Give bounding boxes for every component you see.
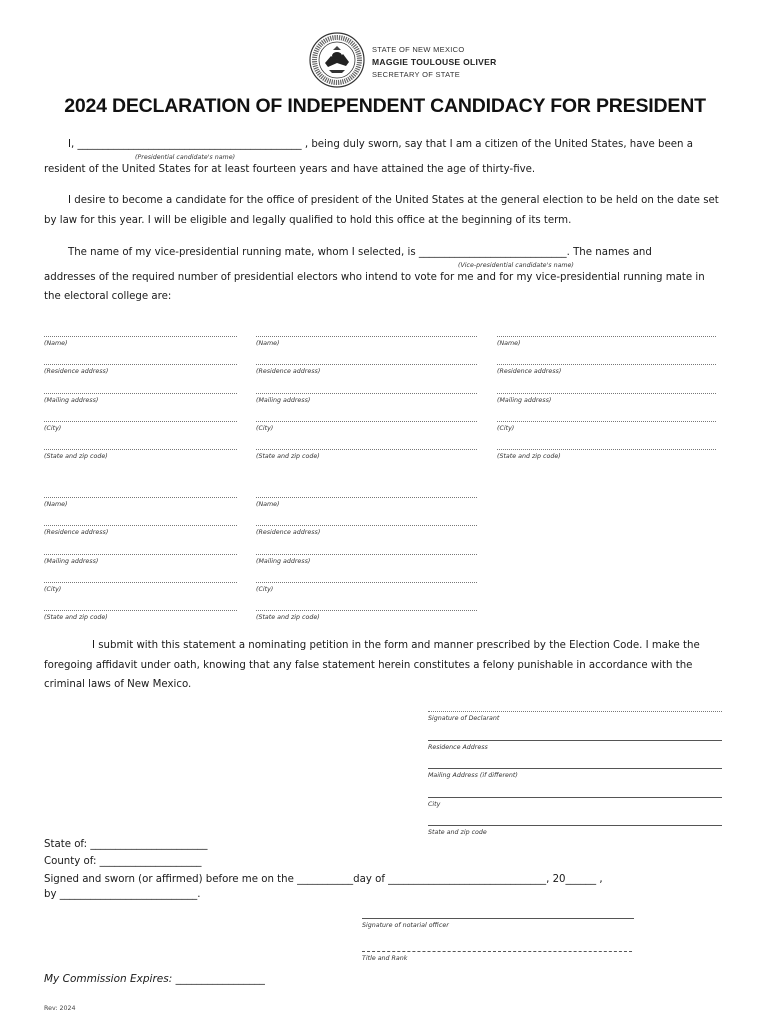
- elector-group2-col2-field-2[interactable]: [256, 525, 477, 526]
- declarant-field-1[interactable]: [428, 711, 722, 712]
- elector-group1-col1-field-1[interactable]: [44, 336, 237, 337]
- elector-group2-col1-label-5: (State and zip code): [44, 614, 108, 621]
- elector-group1-col3-field-5[interactable]: [497, 449, 716, 450]
- elector-group2-col2-label-2: (Residence address): [256, 529, 321, 536]
- elector-group2-col2-field-4[interactable]: [256, 582, 477, 583]
- header-official-name: MAGGIE TOULOUSE OLIVER: [372, 57, 497, 67]
- elector-group2-col2-label-1: (Name): [256, 501, 280, 508]
- declarant-field-2[interactable]: [428, 740, 722, 741]
- declarant-label-2: Residence Address: [428, 744, 488, 751]
- elector-group1-col2-field-5[interactable]: [256, 449, 477, 450]
- elector-group1-col2-field-2[interactable]: [256, 364, 477, 365]
- elector-group1-col3-label-2: (Residence address): [497, 368, 562, 375]
- elector-group1-col3-field-4[interactable]: [497, 421, 716, 422]
- elector-group2-col1-field-3[interactable]: [44, 554, 237, 555]
- para2-line1: I desire to become a candidate for the office of president of the United States at the general election to be held on the date set: [68, 195, 719, 206]
- elector-group2-col1-field-5[interactable]: [44, 610, 237, 611]
- elector-group1-col2-label-4: (City): [256, 425, 274, 432]
- para4-line3: criminal laws of New Mexico.: [44, 679, 192, 690]
- form-title: 2024 DECLARATION OF INDEPENDENT CANDIDACY FOR PRESIDENT: [64, 95, 706, 117]
- notary-county: County of: ____________________: [44, 856, 202, 867]
- elector-group2-col1-field-1[interactable]: [44, 497, 237, 498]
- state-seal-logo: [309, 32, 365, 88]
- elector-group2-col2-field-5[interactable]: [256, 610, 477, 611]
- presidential-candidate-caption: (Presidential candidate's name): [135, 154, 236, 161]
- elector-group1-col1-field-2[interactable]: [44, 364, 237, 365]
- elector-group1-col1-label-2: (Residence address): [44, 368, 109, 375]
- elector-group1-col2-field-4[interactable]: [256, 421, 477, 422]
- declarant-label-5: State and zip code: [428, 829, 487, 836]
- elector-group1-col2-label-5: (State and zip code): [256, 453, 320, 460]
- vice-presidential-candidate-name-field[interactable]: [414, 245, 630, 259]
- para4-line1: I submit with this statement a nominating petition in the form and manner prescribed by the Election Code. I make the: [92, 640, 700, 651]
- elector-group2-col2-label-5: (State and zip code): [256, 614, 320, 621]
- elector-group2-col1-label-4: (City): [44, 586, 62, 593]
- declarant-field-4[interactable]: [428, 797, 722, 798]
- elector-group1-col2-label-2: (Residence address): [256, 368, 321, 375]
- elector-group1-col1-field-5[interactable]: [44, 449, 237, 450]
- elector-group1-col1-field-4[interactable]: [44, 421, 237, 422]
- elector-group2-col1-field-2[interactable]: [44, 525, 237, 526]
- elector-group1-col1-label-4: (City): [44, 425, 62, 432]
- declarant-label-1: Signature of Declarant: [428, 715, 500, 722]
- declarant-field-3[interactable]: [428, 768, 722, 769]
- para2-line2: by law for this year. I will be eligible and legally qualified to hold this office at the beginning of its term.: [44, 215, 572, 226]
- elector-group1-col2-label-1: (Name): [256, 340, 280, 347]
- vice-presidential-caption: (Vice-presidential candidate's name): [458, 262, 574, 269]
- declarant-field-5[interactable]: [428, 825, 722, 826]
- elector-group1-col3-field-3[interactable]: [497, 393, 716, 394]
- elector-group2-col2-label-3: (Mailing address): [256, 558, 311, 565]
- elector-group1-col3-field-2[interactable]: [497, 364, 716, 365]
- presidential-candidate-name-field[interactable]: [78, 137, 334, 151]
- commission-expires: My Commission Expires: _________________: [44, 973, 265, 985]
- para3-line2: addresses of the required number of presidential electors who intend to vote for me and for my vice-presidential running mate in: [44, 272, 705, 283]
- elector-group1-col2-field-1[interactable]: [256, 336, 477, 337]
- revision-footer: Rev: 2024: [44, 1005, 76, 1012]
- sworn-month-field[interactable]: [368, 872, 544, 886]
- para3-line1: The name of my vice-presidential running mate, whom I selected, is _____________________________. The names and: [68, 247, 652, 258]
- sworn-by-field[interactable]: [60, 887, 200, 901]
- elector-group1-col3-label-1: (Name): [497, 340, 521, 347]
- commission-expires-field[interactable]: [158, 971, 256, 985]
- para1-line1: I, ____________________________________________ , being duly sworn, say that I am a citizen of the United States, have been a: [68, 139, 693, 150]
- elector-group1-col2-field-3[interactable]: [256, 393, 477, 394]
- notary-state-field[interactable]: [88, 837, 210, 851]
- elector-group2-col2-field-3[interactable]: [256, 554, 477, 555]
- elector-group1-col3-label-4: (City): [497, 425, 515, 432]
- declarant-label-4: City: [428, 801, 441, 808]
- para4-line2: foregoing affidavit under oath, knowing that any false statement herein constitutes a felony punishable in accordance with the: [44, 660, 693, 671]
- elector-group1-col1-label-3: (Mailing address): [44, 397, 99, 404]
- elector-group2-col1-label-1: (Name): [44, 501, 68, 508]
- title-rank-line[interactable]: [362, 951, 632, 952]
- notarial-signature-line[interactable]: [362, 918, 634, 919]
- elector-group1-col3-label-5: (State and zip code): [497, 453, 561, 460]
- elector-group2-col1-label-3: (Mailing address): [44, 558, 99, 565]
- elector-group2-col2-field-1[interactable]: [256, 497, 477, 498]
- para1-line2: resident of the United States for at least fourteen years and have attained the age of thirty-five.: [44, 164, 536, 175]
- sworn-year-field[interactable]: [562, 872, 598, 886]
- notarial-signature-caption: Signature of notarial officer: [362, 922, 449, 929]
- notary-state: State of: _______________________: [44, 839, 208, 850]
- elector-group1-col1-label-5: (State and zip code): [44, 453, 108, 460]
- title-rank-caption: Title and Rank: [362, 955, 408, 962]
- notary-county-field[interactable]: [96, 854, 210, 868]
- elector-group1-col3-field-1[interactable]: [497, 336, 716, 337]
- elector-group2-col1-field-4[interactable]: [44, 582, 237, 583]
- notary-by: by ___________________________.: [44, 889, 201, 900]
- elector-group2-col1-label-2: (Residence address): [44, 529, 109, 536]
- declarant-label-3: Mailing Address (if different): [428, 772, 518, 779]
- notary-sworn-statement: Signed and sworn (or affirmed) before me on the ___________day of _______________________________, 20______ ,: [44, 874, 603, 885]
- elector-group1-col1-field-3[interactable]: [44, 393, 237, 394]
- header-state: STATE OF NEW MEXICO: [372, 45, 465, 54]
- para3-line3: the electoral college are:: [44, 291, 172, 302]
- elector-group1-col3-label-3: (Mailing address): [497, 397, 552, 404]
- elector-group1-col1-label-1: (Name): [44, 340, 68, 347]
- header-office: SECRETARY OF STATE: [372, 70, 461, 79]
- elector-group1-col2-label-3: (Mailing address): [256, 397, 311, 404]
- elector-group2-col2-label-4: (City): [256, 586, 274, 593]
- sworn-day-field[interactable]: [270, 872, 338, 886]
